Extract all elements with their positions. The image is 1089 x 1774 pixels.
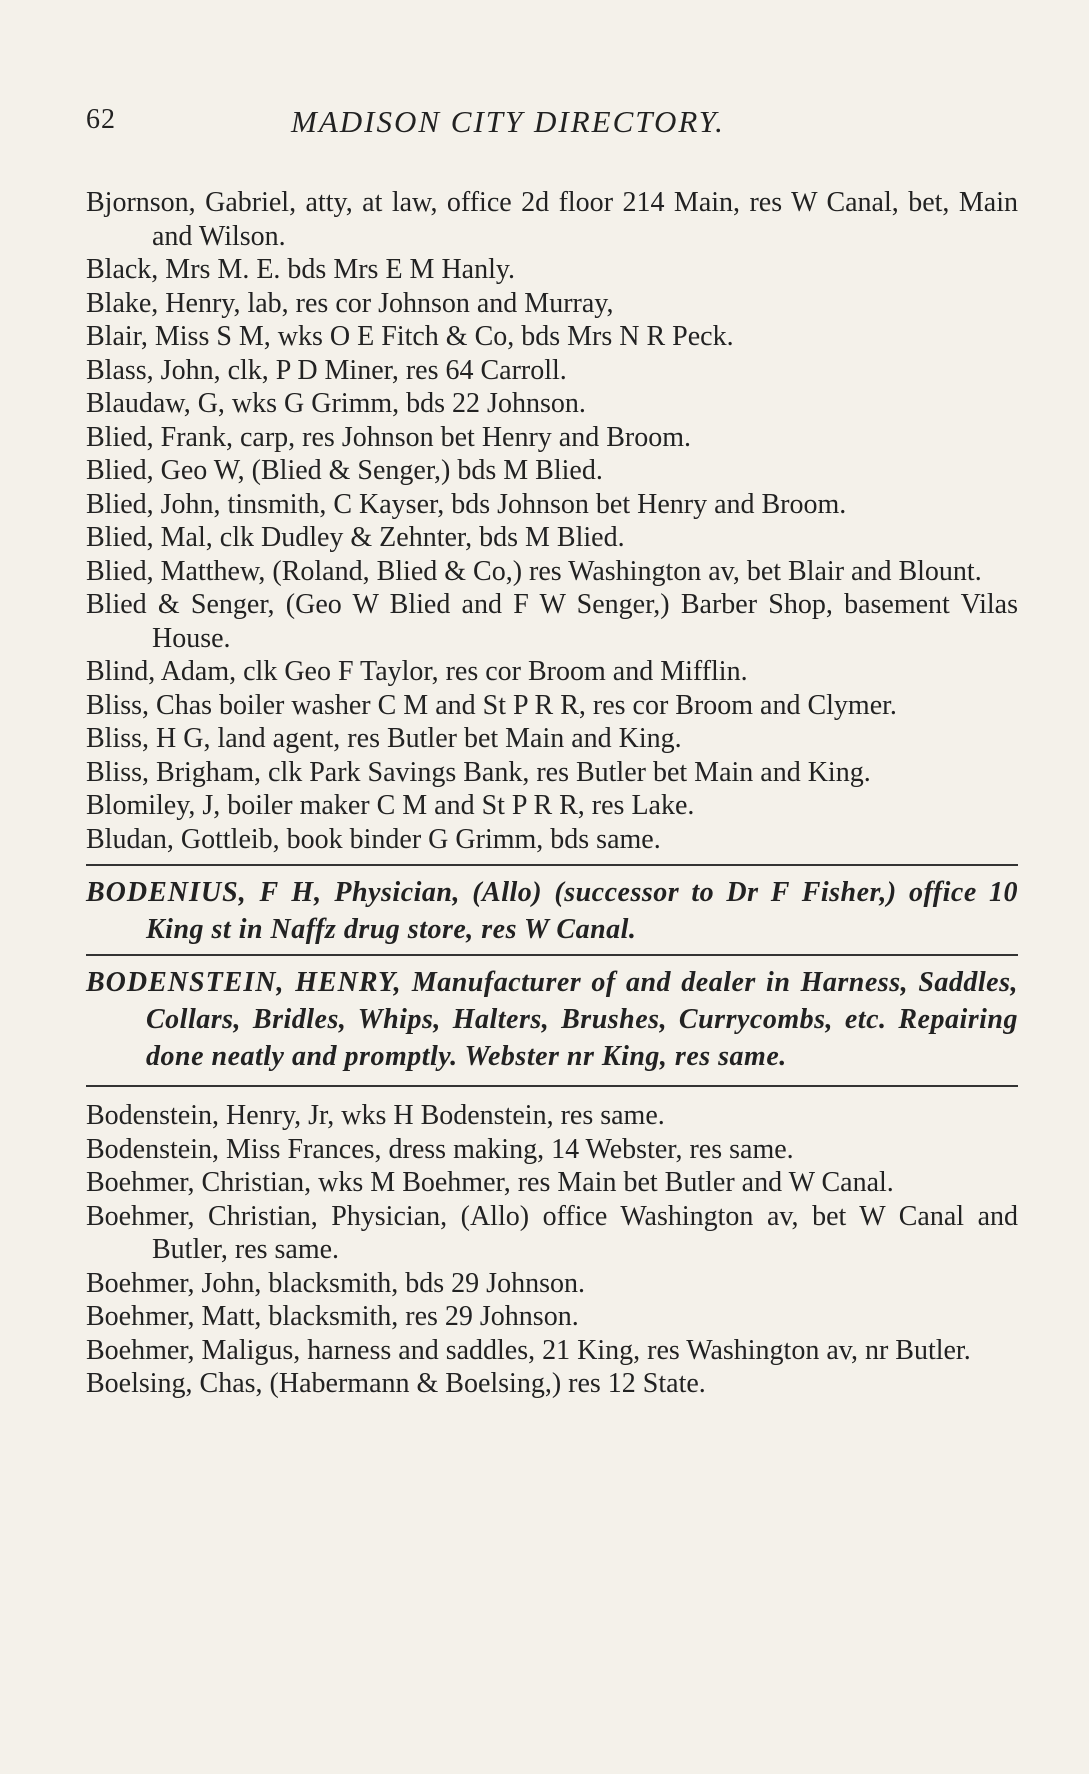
directory-entry: Blied, John, tinsmith, C Kayser, bds Johnson bet Henry and Broom.: [86, 488, 847, 520]
ad-text: Physician, (Allo) (successor to Dr F Fisher,) office 10 King st in Naffz drug store, res W Canal.: [146, 877, 1019, 945]
directory-listing: [86, 186, 1018, 1401]
directory-entry: Boehmer, Matt, blacksmith, res 29 Johnson.: [86, 1301, 579, 1332]
directory-entry: Bodenstein, Henry, Jr, wks H Bodenstein, res same.: [86, 1100, 665, 1131]
directory-entry: Blake, Henry, lab, res cor Johnson and Murray,: [86, 287, 614, 319]
directory-entry: Boehmer, John, blacksmith, bds 29 Johnson.: [86, 1267, 585, 1299]
directory-entry: Boehmer, Maligus, harness and saddles, 21 King, res Washington av, nr Butler.: [86, 1334, 971, 1366]
directory-entry: Blomiley, J, boiler maker C M and St P R R, res Lake.: [86, 790, 695, 821]
directory-entry: Blied, Geo W, (Blied & Senger,) bds M Blied.: [86, 455, 603, 486]
divider-rule: [86, 954, 1018, 956]
directory-entry: Blaudaw, G, wks G Grimm, bds 22 Johnson.: [86, 388, 586, 419]
directory-entry: Bliss, Chas boiler washer C M and St P R R, res cor Broom and Clymer.: [86, 689, 897, 721]
running-title: MADISON CITY DIRECTORY.: [291, 104, 725, 139]
directory-entry: Blied, Matthew, (Roland, Blied & Co,) res Washington av, bet Blair and Blount.: [86, 555, 982, 587]
entries-bottom-group: [86, 1099, 1018, 1401]
directory-entry: Bliss, Brigham, clk Park Savings Bank, res Butler bet Main and King.: [86, 756, 871, 788]
page-header: [86, 104, 1026, 144]
ad-name: BODENIUS, F H,: [86, 877, 323, 908]
directory-entry: Black, Mrs M. E. bds Mrs E M Hanly.: [86, 254, 516, 285]
directory-entry: Blair, Miss S M, wks O E Fitch & Co, bds Mrs N R Peck.: [86, 321, 734, 352]
directory-entry: Boehmer, Christian, Physician, (Allo) office Washington av, bet W Canal and Butler, res same.: [86, 1200, 1018, 1265]
directory-entry: Bjornson, Gabriel, atty, at law, office 2d floor 214 Main, res W Canal, bet, Main and Wilson.: [86, 187, 1018, 252]
directory-entry: Blied, Mal, clk Dudley & Zehnter, bds M Blied.: [86, 522, 625, 553]
directory-entry: Blied & Senger, (Geo W Blied and F W Senger,) Barber Shop, basement Vilas House.: [86, 589, 1018, 654]
directory-entry: Blied, Frank, carp, res Johnson bet Henry and Broom.: [86, 421, 691, 453]
divider-rule: [86, 1085, 1018, 1087]
directory-entry: Bludan, Gottleib, book binder G Grimm, bds same.: [86, 823, 661, 855]
divider-rule: [86, 864, 1018, 866]
directory-entry: Bliss, H G, land agent, res Butler bet Main and King.: [86, 723, 682, 754]
directory-entry: Boelsing, Chas, (Habermann & Boelsing,) res 12 State.: [86, 1368, 706, 1399]
directory-entry: Bodenstein, Miss Frances, dress making, 14 Webster, res same.: [86, 1133, 794, 1165]
directory-entry: Blass, John, clk, P D Miner, res 64 Carroll.: [86, 354, 567, 386]
advertisement-bodenius: [86, 874, 1018, 948]
page-number: 62: [86, 104, 116, 135]
ad-name: BODENSTEIN, HENRY,: [86, 967, 402, 998]
directory-entry: Boehmer, Christian, wks M Boehmer, res Main bet Butler and W Canal.: [86, 1167, 894, 1198]
directory-entry: Blind, Adam, clk Geo F Taylor, res cor Broom and Mifflin.: [86, 656, 748, 687]
ad-text: Manufacturer of and dealer in Harness, Saddles, Collars, Bridles, Whips, Halters, Brushes, Currycombs, etc. Repairing done neatly and promptly. Webster nr King, res same.: [146, 967, 1018, 1072]
entries-top-group: [86, 186, 1018, 856]
advertisement-bodenstein: [86, 964, 1018, 1075]
